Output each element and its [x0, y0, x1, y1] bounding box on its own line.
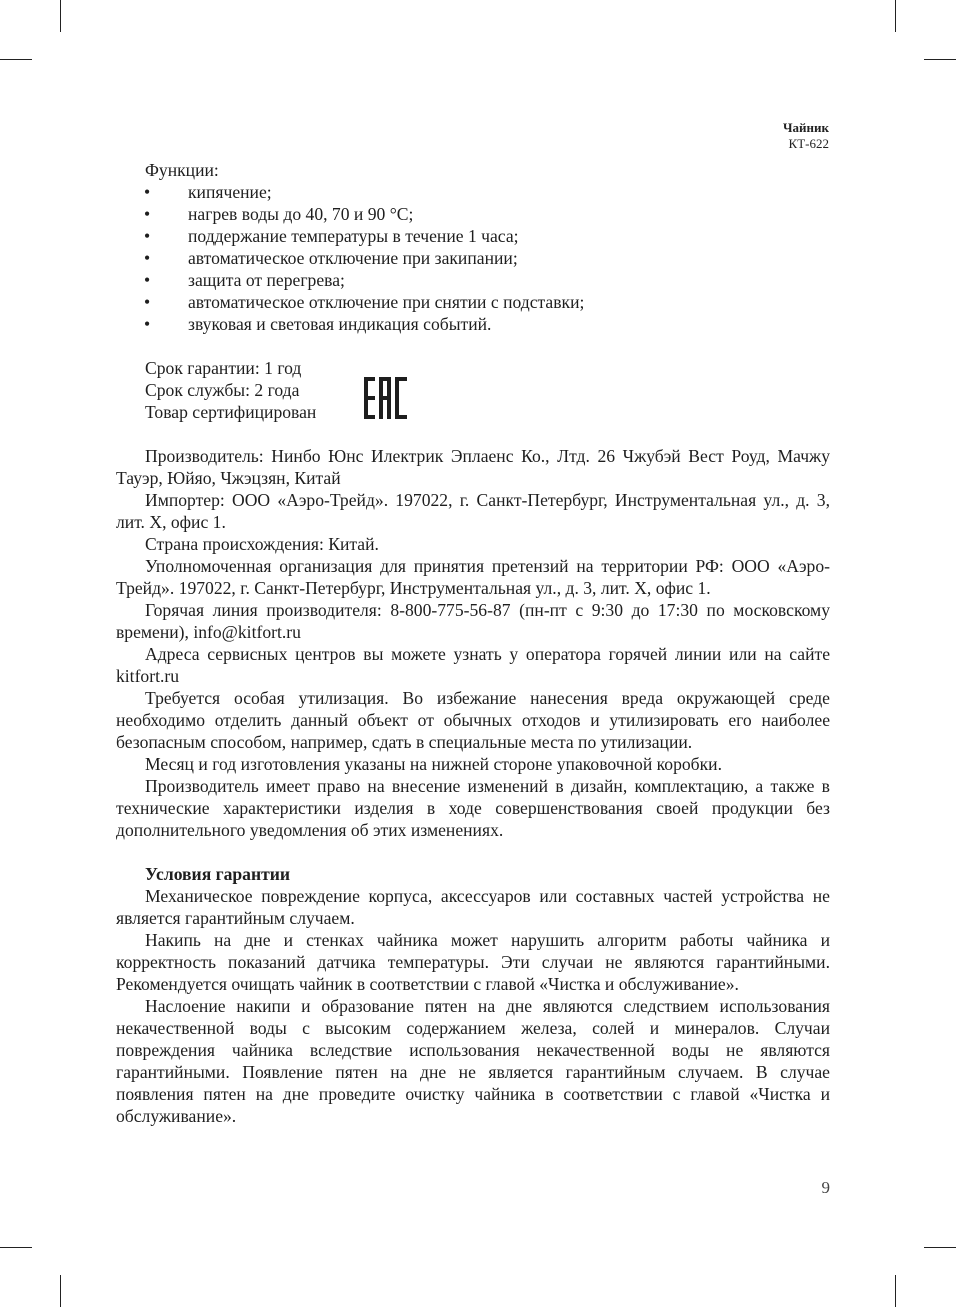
paragraph: Механическое повреждение корпуса, аксессуаров или составных частей устройства не является гарантийным случаем.: [116, 886, 830, 928]
crop-mark: [60, 1275, 61, 1307]
paragraph: Уполномоченная организация для принятия претензий на территории РФ: ООО «Аэро-Трейд». 197022, г. Санкт-Петербург, Инструментальная ул., д. 3, лит. Х, офис 1.: [116, 556, 830, 598]
paragraph: Наслоение накипи и образование пятен на дне являются следствием использования некачественной воды с высоким содержанием железа, солей и минералов. Случаи повреждения чайника вследствие использования некачественной воды не являются гарантийными. Появление пятен на дне не является гарантийным случаем. В случае появления пятен на дне проведите очистку чайника в соответствии с главой «Чистка и обслуживание».: [116, 996, 830, 1126]
warranty-conditions: [116, 885, 830, 1127]
paragraph: Горячая линия производителя: 8-800-775-56-87 (пн-пт с 9:30 до 17:30 по московскому времени), info@kitfort.ru: [116, 600, 830, 642]
paragraph: Адреса сервисных центров вы можете узнать у оператора горячей линии или на сайте kitfort.ru: [116, 644, 830, 686]
bullet-icon: •: [144, 248, 151, 268]
paragraph: Требуется особая утилизация. Во избежание нанесения вреда окружающей среде необходимо отделить данный объект от обычных отходов и утилизировать его наиболее безопасным способом, например, сдать в специальные места по утилизации.: [116, 688, 830, 752]
list-item-text: поддержание температуры в течение 1 часа;: [188, 226, 519, 246]
list-item: [116, 313, 830, 335]
bullet-icon: •: [144, 314, 151, 334]
functions-list: [116, 181, 830, 335]
list-item: [116, 203, 830, 225]
crop-mark: [0, 59, 32, 60]
list-item: [116, 181, 830, 203]
list-item: [116, 225, 830, 247]
functions-title: Функции:: [145, 160, 219, 180]
paragraph: Страна происхождения: Китай.: [145, 534, 379, 554]
certification-text: Товар сертифицирован: [145, 402, 317, 422]
list-item-text: звуковая и световая индикация событий.: [188, 314, 492, 334]
info-paragraphs: [116, 445, 830, 841]
list-item: [116, 247, 830, 269]
crop-mark: [895, 0, 896, 32]
section-title: Условия гарантии: [145, 864, 291, 884]
crop-mark: [924, 59, 956, 60]
warranty-info: [145, 357, 830, 423]
crop-mark: [924, 1247, 956, 1248]
crop-mark: [895, 1275, 896, 1307]
paragraph: Месяц и год изготовления указаны на нижней стороне упаковочной коробки.: [145, 754, 722, 774]
list-item: [116, 269, 830, 291]
page-header: [783, 120, 829, 152]
bullet-icon: •: [144, 182, 151, 202]
page-number: 9: [821, 1178, 830, 1197]
list-item-text: нагрев воды до 40, 70 и 90 °С;: [188, 204, 414, 224]
service-life: Срок службы: 2 года: [145, 380, 300, 400]
list-item-text: автоматическое отключение при закипании;: [188, 248, 518, 268]
page-body: [116, 159, 830, 1127]
list-item-text: защита от перегрева;: [188, 270, 345, 290]
bullet-icon: •: [144, 204, 151, 224]
bullet-icon: •: [144, 226, 151, 246]
bullet-icon: •: [144, 292, 151, 312]
header-model: КТ-622: [788, 136, 829, 151]
warranty-term: Срок гарантии: 1 год: [145, 358, 302, 378]
paragraph: Импортер: ООО «Аэро-Трейд». 197022, г. Санкт-Петербург, Инструментальная ул., д. 3, лит. Х, офис 1.: [116, 490, 830, 532]
eac-mark-icon: [364, 377, 408, 419]
crop-mark: [60, 0, 61, 32]
paragraph: Производитель имеет право на внесение изменений в дизайн, комплектацию, а также в технические характеристики изделия в ходе совершенствования своей продукции без дополнительного уведомления об этих изменениях.: [116, 776, 830, 840]
list-item: [116, 291, 830, 313]
crop-mark: [0, 1247, 32, 1248]
paragraph: Накипь на дне и стенках чайника может нарушить алгоритм работы чайника и корректность показаний датчика температуры. Эти случаи не являются гарантийными. Рекомендуется очищать чайник в соответствии с главой «Чистка и обслуживание».: [116, 930, 830, 994]
list-item-text: автоматическое отключение при снятии с подставки;: [188, 292, 585, 312]
bullet-icon: •: [144, 270, 151, 290]
header-title: Чайник: [782, 120, 829, 135]
list-item-text: кипячение;: [188, 182, 272, 202]
paragraph: Производитель: Нинбо Юнс Илектрик Эплаенс Ко., Лтд. 26 Чжубэй Вест Роуд, Мачжу Тауэр, Юйяо, Чжэцзян, Китай: [116, 446, 830, 488]
